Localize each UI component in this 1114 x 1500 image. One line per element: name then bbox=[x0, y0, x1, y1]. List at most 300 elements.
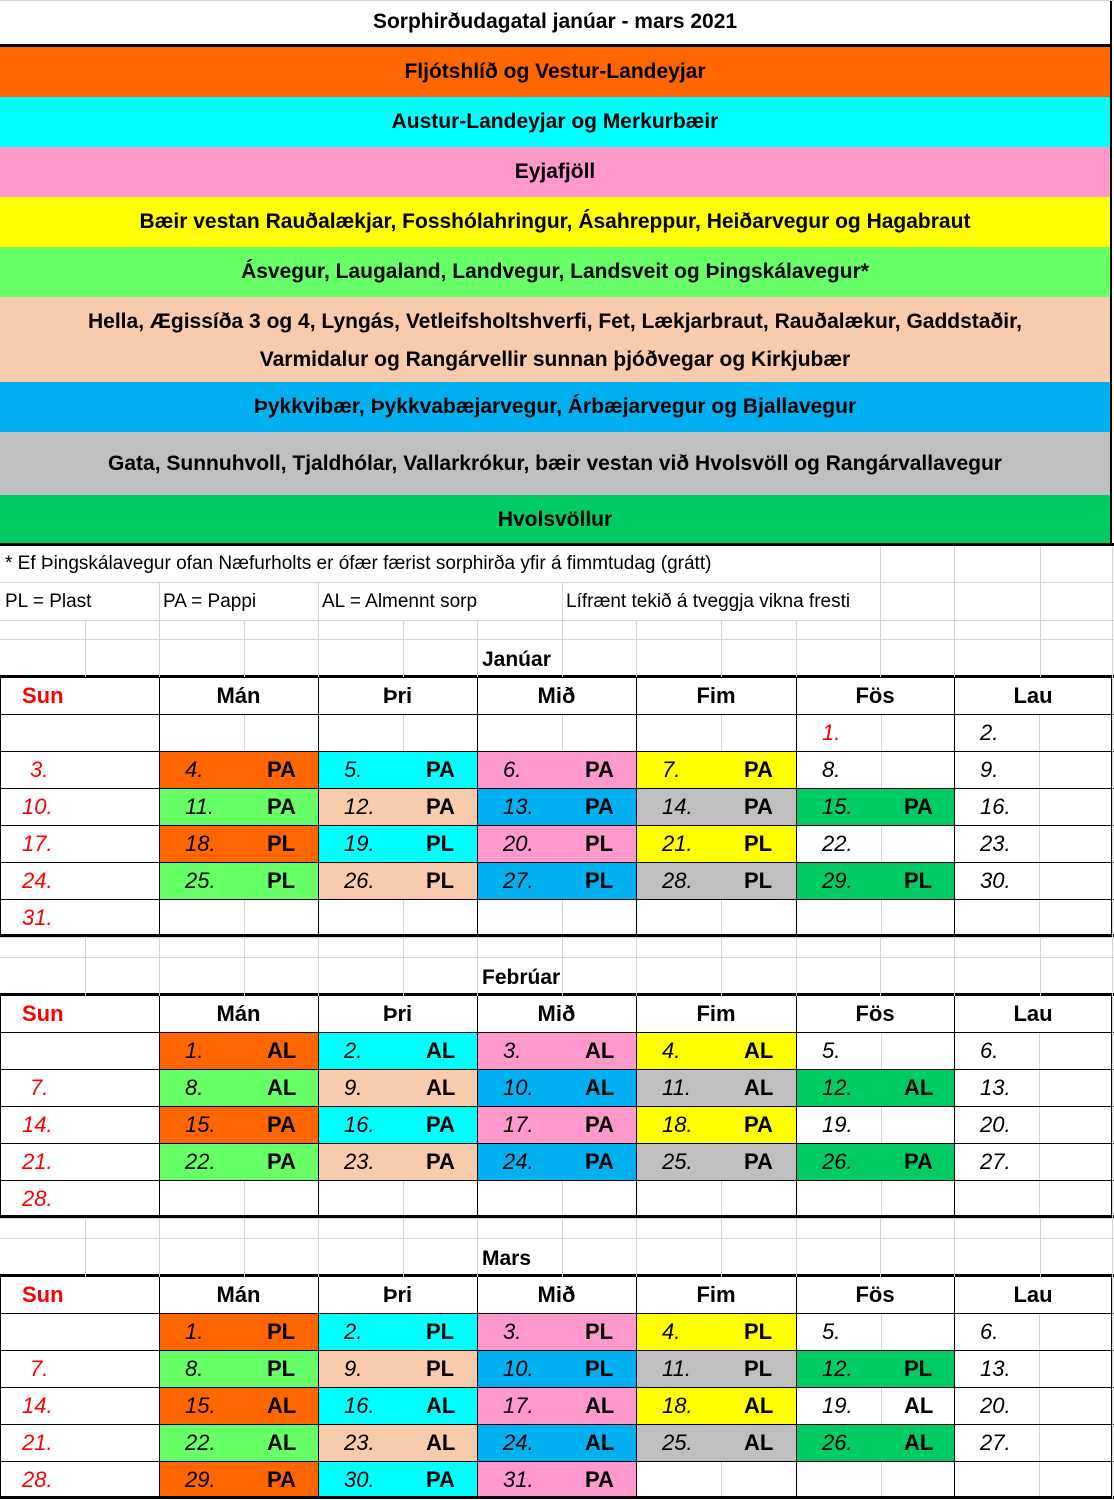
day-cell bbox=[954, 862, 1112, 899]
day-cell bbox=[796, 1424, 954, 1461]
gridline bbox=[880, 937, 881, 996]
month-title: Mars bbox=[482, 1247, 532, 1270]
collection-type: AL bbox=[585, 1429, 615, 1455]
area-label: Austur-Landeyjar og Merkurbæir bbox=[391, 110, 719, 133]
day-cell bbox=[318, 1180, 477, 1217]
table-border bbox=[0, 714, 1114, 715]
gridline bbox=[721, 1461, 722, 1498]
collection-type: PL bbox=[426, 1355, 455, 1381]
table-border bbox=[0, 1276, 1, 1498]
day-cell bbox=[159, 751, 318, 788]
gridline bbox=[159, 620, 160, 677]
area-band bbox=[0, 197, 1112, 247]
table-border bbox=[0, 1350, 1114, 1351]
day-number: 21. bbox=[662, 830, 693, 856]
gridline bbox=[0, 957, 1114, 958]
gridline bbox=[881, 751, 882, 788]
weekday-header-3: Mið bbox=[537, 682, 576, 708]
day-cell bbox=[477, 1350, 636, 1387]
collection-type: PL bbox=[426, 830, 455, 856]
table-border bbox=[318, 1276, 319, 1498]
collection-type: AL bbox=[585, 1037, 615, 1063]
gridline bbox=[1039, 1313, 1040, 1350]
day-number: 12. bbox=[822, 1355, 853, 1381]
day-number: 16. bbox=[980, 793, 1011, 819]
day-cell bbox=[159, 1032, 318, 1069]
area-label-line2: Varmidalur og Rangárvellir sunnan þjóðvegar og Kirkjubær bbox=[259, 347, 851, 371]
day-number: 28. bbox=[662, 867, 693, 893]
day-cell bbox=[954, 899, 1112, 936]
table-border bbox=[0, 675, 1114, 678]
weekday-header-2: Þri bbox=[382, 682, 413, 708]
day-cell bbox=[0, 1143, 159, 1180]
day-cell bbox=[954, 1143, 1112, 1180]
month-title: Febrúar bbox=[482, 966, 561, 989]
gridline bbox=[562, 899, 563, 936]
gridline bbox=[1112, 545, 1113, 1500]
day-number: 10. bbox=[503, 1355, 534, 1381]
day-cell bbox=[796, 1461, 954, 1498]
day-cell bbox=[477, 714, 636, 751]
day-cell bbox=[477, 1461, 636, 1498]
day-cell bbox=[0, 1106, 159, 1143]
day-cell bbox=[0, 1461, 159, 1498]
day-number: 26. bbox=[822, 1429, 853, 1455]
table-border bbox=[796, 677, 797, 936]
day-number: 31. bbox=[22, 904, 53, 930]
day-cell bbox=[477, 1143, 636, 1180]
footnote: * Ef Þingskálavegur ofan Næfurholts er ófær færist sorphirða yfir á fimmtudag (grátt) bbox=[5, 553, 712, 574]
gridline bbox=[636, 937, 637, 996]
gridline bbox=[1039, 1461, 1040, 1498]
day-cell bbox=[796, 751, 954, 788]
day-cell bbox=[954, 825, 1112, 862]
day-number: 14. bbox=[662, 793, 693, 819]
day-cell bbox=[796, 714, 954, 751]
collection-type: PL bbox=[585, 1355, 614, 1381]
day-cell bbox=[477, 1180, 636, 1217]
day-cell bbox=[796, 825, 954, 862]
gridline bbox=[1040, 620, 1041, 677]
gridline bbox=[318, 1218, 319, 1277]
gridline bbox=[1039, 1350, 1040, 1387]
day-number: 13. bbox=[503, 793, 534, 819]
day-cell bbox=[636, 751, 796, 788]
area-label: Hvolsvöllur bbox=[497, 508, 613, 531]
table-border bbox=[954, 995, 955, 1217]
collection-type: PA bbox=[585, 793, 614, 819]
day-cell bbox=[636, 862, 796, 899]
day-number: 30. bbox=[980, 867, 1011, 893]
gridline bbox=[880, 545, 881, 620]
gridline bbox=[318, 937, 319, 996]
weekday-header-2: Þri bbox=[382, 1281, 413, 1307]
day-cell bbox=[0, 862, 159, 899]
day-number: 21. bbox=[22, 1429, 53, 1455]
collection-type: PL bbox=[267, 1318, 296, 1344]
gridline bbox=[721, 1180, 722, 1217]
day-cell bbox=[318, 1032, 477, 1069]
area-band bbox=[0, 432, 1112, 495]
day-number: 29. bbox=[822, 867, 853, 893]
day-number: 6. bbox=[980, 1318, 999, 1344]
day-number: 23. bbox=[980, 830, 1011, 856]
day-number: 9. bbox=[344, 1355, 363, 1381]
collection-type: PA bbox=[744, 1148, 773, 1174]
day-cell bbox=[954, 751, 1112, 788]
day-cell bbox=[636, 1032, 796, 1069]
gridline bbox=[881, 1032, 882, 1069]
day-number: 5. bbox=[344, 756, 363, 782]
gridline bbox=[1039, 899, 1040, 936]
area-label: Gata, Sunnuhvoll, Tjaldhólar, Vallarkrókur, bæir vestan við Hvolsvöll og Rangárvallavegur bbox=[108, 451, 1002, 475]
day-number: 8. bbox=[185, 1074, 204, 1100]
calendar-title: Sorphirðudagatal janúar - mars 2021 bbox=[0, 0, 1112, 47]
gridline bbox=[477, 620, 478, 677]
gridline bbox=[881, 1180, 882, 1217]
weekday-header-3: Mið bbox=[537, 1000, 576, 1026]
day-cell bbox=[477, 751, 636, 788]
table-border bbox=[159, 1276, 160, 1498]
collection-type: PA bbox=[744, 756, 773, 782]
day-number: 7. bbox=[662, 756, 681, 782]
day-cell bbox=[477, 862, 636, 899]
day-cell bbox=[159, 714, 318, 751]
day-cell bbox=[159, 1180, 318, 1217]
gridline bbox=[636, 620, 637, 677]
day-cell bbox=[0, 899, 159, 936]
collection-type: PA bbox=[267, 1148, 296, 1174]
table-border bbox=[0, 862, 1114, 863]
day-cell bbox=[796, 1350, 954, 1387]
day-number: 23. bbox=[344, 1148, 375, 1174]
day-cell bbox=[796, 1180, 954, 1217]
gridline bbox=[954, 620, 955, 677]
day-number: 15. bbox=[822, 793, 853, 819]
day-number: 20. bbox=[503, 830, 534, 856]
table-border bbox=[0, 1032, 1114, 1033]
day-number: 5. bbox=[822, 1037, 841, 1063]
collection-type: PA bbox=[585, 1148, 614, 1174]
day-number: 28. bbox=[22, 1466, 53, 1492]
gridline bbox=[403, 620, 404, 677]
collection-type: AL bbox=[904, 1392, 934, 1418]
collection-type: AL bbox=[426, 1074, 456, 1100]
day-number: 19. bbox=[822, 1111, 853, 1137]
gridline bbox=[881, 1106, 882, 1143]
gridline bbox=[881, 1313, 882, 1350]
gridline bbox=[796, 620, 797, 677]
weekday-header-0: Sun bbox=[22, 682, 64, 708]
day-cell bbox=[159, 1387, 318, 1424]
day-cell bbox=[636, 1143, 796, 1180]
collection-type: AL bbox=[744, 1074, 774, 1100]
day-number: 9. bbox=[344, 1074, 363, 1100]
gridline bbox=[954, 545, 955, 620]
day-cell bbox=[0, 1387, 159, 1424]
day-number: 7. bbox=[30, 1074, 49, 1100]
day-number: 24. bbox=[22, 867, 53, 893]
day-number: 30. bbox=[344, 1466, 375, 1492]
day-cell bbox=[159, 862, 318, 899]
day-cell bbox=[0, 751, 159, 788]
gridline bbox=[0, 0, 1114, 1]
day-number: 27. bbox=[503, 867, 534, 893]
collection-type: PL bbox=[267, 830, 296, 856]
legend-plastic: PL = Plast bbox=[5, 591, 92, 612]
area-label: Eyjafjöll bbox=[514, 160, 596, 183]
collection-type: PL bbox=[426, 867, 455, 893]
weekday-header-0: Sun bbox=[22, 1000, 64, 1026]
day-cell bbox=[318, 1069, 477, 1106]
gridline bbox=[721, 1218, 722, 1277]
gridline bbox=[721, 714, 722, 751]
gridline bbox=[318, 582, 319, 620]
day-cell bbox=[318, 751, 477, 788]
day-number: 16. bbox=[344, 1111, 375, 1137]
collection-type: PL bbox=[744, 1318, 773, 1344]
gridline bbox=[954, 937, 955, 996]
collection-type: PL bbox=[904, 1355, 933, 1381]
day-number: 29. bbox=[185, 1466, 216, 1492]
gridline bbox=[881, 899, 882, 936]
day-cell bbox=[0, 1313, 159, 1350]
day-cell bbox=[954, 1069, 1112, 1106]
gridline bbox=[1039, 1424, 1040, 1461]
gridline bbox=[1039, 1032, 1040, 1069]
day-number: 20. bbox=[980, 1392, 1011, 1418]
day-number: 14. bbox=[22, 1111, 53, 1137]
gridline bbox=[0, 620, 1114, 621]
day-number: 19. bbox=[822, 1392, 853, 1418]
weekday-header-6: Lau bbox=[1013, 1281, 1053, 1307]
day-number: 31. bbox=[503, 1466, 534, 1492]
gridline bbox=[721, 937, 722, 996]
gridline bbox=[0, 937, 1114, 938]
weekday-header-4: Fim bbox=[696, 1281, 736, 1307]
day-cell bbox=[636, 714, 796, 751]
collection-type: AL bbox=[267, 1037, 297, 1063]
gridline bbox=[1039, 862, 1040, 899]
day-number: 3. bbox=[503, 1318, 522, 1344]
table-border bbox=[954, 677, 955, 936]
collection-type: PA bbox=[426, 793, 455, 819]
day-cell bbox=[159, 899, 318, 936]
table-border bbox=[0, 1461, 1114, 1462]
day-number: 18. bbox=[662, 1111, 693, 1137]
day-cell bbox=[318, 714, 477, 751]
day-cell bbox=[796, 788, 954, 825]
day-number: 17. bbox=[22, 830, 53, 856]
day-number: 2. bbox=[980, 719, 999, 745]
day-number: 15. bbox=[185, 1111, 216, 1137]
day-cell bbox=[477, 1313, 636, 1350]
day-cell bbox=[0, 714, 159, 751]
day-cell bbox=[477, 1032, 636, 1069]
gridline bbox=[1040, 545, 1041, 620]
day-number: 18. bbox=[662, 1392, 693, 1418]
day-number: 3. bbox=[503, 1037, 522, 1063]
table-border bbox=[477, 995, 478, 1217]
table-border bbox=[318, 995, 319, 1217]
month-title: Janúar bbox=[482, 648, 551, 671]
gridline bbox=[1039, 825, 1040, 862]
collection-type: AL bbox=[744, 1037, 774, 1063]
collection-type: AL bbox=[585, 1074, 615, 1100]
collection-type: PL bbox=[267, 867, 296, 893]
day-number: 25. bbox=[185, 867, 216, 893]
gridline bbox=[721, 899, 722, 936]
day-number: 7. bbox=[30, 1355, 49, 1381]
collection-type: PA bbox=[267, 793, 296, 819]
collection-type: PL bbox=[585, 1318, 614, 1344]
gridline bbox=[0, 1218, 1114, 1219]
gridline bbox=[403, 937, 404, 996]
gridline bbox=[796, 937, 797, 996]
table-border bbox=[0, 825, 1114, 826]
table-border bbox=[0, 995, 1, 1217]
day-cell bbox=[159, 1106, 318, 1143]
table-border bbox=[0, 1106, 1114, 1107]
area-band bbox=[0, 47, 1112, 97]
collection-type: PA bbox=[426, 756, 455, 782]
gridline bbox=[1040, 937, 1041, 996]
collection-type: AL bbox=[267, 1392, 297, 1418]
day-cell bbox=[159, 1424, 318, 1461]
area-band bbox=[0, 382, 1112, 432]
day-number: 1. bbox=[185, 1037, 204, 1063]
gridline bbox=[244, 1218, 245, 1277]
day-cell bbox=[318, 1106, 477, 1143]
day-cell bbox=[796, 1032, 954, 1069]
day-number: 16. bbox=[344, 1392, 375, 1418]
area-band bbox=[0, 247, 1112, 297]
gridline bbox=[1039, 1180, 1040, 1217]
day-number: 6. bbox=[980, 1037, 999, 1063]
day-cell bbox=[318, 1350, 477, 1387]
weekday-header-6: Lau bbox=[1013, 1000, 1053, 1026]
day-number: 27. bbox=[980, 1429, 1011, 1455]
collection-type: PL bbox=[904, 867, 933, 893]
gridline bbox=[1039, 788, 1040, 825]
day-cell bbox=[477, 1069, 636, 1106]
gridline bbox=[1039, 714, 1040, 751]
table-border bbox=[0, 788, 1114, 789]
day-cell bbox=[954, 1032, 1112, 1069]
gridline bbox=[1039, 1387, 1040, 1424]
day-cell bbox=[477, 825, 636, 862]
day-cell bbox=[318, 1461, 477, 1498]
collection-type: AL bbox=[585, 1392, 615, 1418]
day-cell bbox=[477, 1424, 636, 1461]
day-cell bbox=[0, 1069, 159, 1106]
day-number: 28. bbox=[22, 1185, 53, 1211]
day-number: 8. bbox=[185, 1355, 204, 1381]
day-cell bbox=[477, 899, 636, 936]
day-cell bbox=[954, 1313, 1112, 1350]
area-label: Fljótshlíð og Vestur-Landeyjar bbox=[404, 60, 706, 83]
day-number: 3. bbox=[30, 756, 49, 782]
day-cell bbox=[477, 1106, 636, 1143]
weekday-header-5: Fös bbox=[855, 682, 895, 708]
gridline bbox=[562, 714, 563, 751]
table-border bbox=[0, 1496, 1114, 1499]
day-number: 22. bbox=[185, 1148, 216, 1174]
day-number: 26. bbox=[344, 867, 375, 893]
day-cell bbox=[954, 1180, 1112, 1217]
day-number: 19. bbox=[344, 830, 375, 856]
weekday-header-1: Mán bbox=[216, 1281, 261, 1307]
day-cell bbox=[636, 825, 796, 862]
day-cell bbox=[159, 1461, 318, 1498]
day-cell bbox=[318, 1313, 477, 1350]
gridline bbox=[403, 899, 404, 936]
table-border bbox=[0, 1424, 1114, 1425]
area-label: Ásvegur, Laugaland, Landvegur, Landsveit og Þingskálavegur* bbox=[241, 260, 869, 283]
day-cell bbox=[796, 1143, 954, 1180]
area-label: Hella, Ægissíða 3 og 4, Lyngás, Vetleifsholtshverfi, Fet, Lækjarbraut, Rauðalækur, Gaddstaðir, bbox=[88, 309, 1022, 333]
day-cell bbox=[636, 1350, 796, 1387]
collection-type: AL bbox=[426, 1392, 456, 1418]
collection-type: PA bbox=[585, 756, 614, 782]
table-border bbox=[159, 677, 160, 936]
legend-paper: PA = Pappi bbox=[163, 591, 257, 612]
day-cell bbox=[636, 1461, 796, 1498]
day-number: 21. bbox=[22, 1148, 53, 1174]
day-number: 24. bbox=[503, 1429, 534, 1455]
table-border bbox=[477, 1276, 478, 1498]
weekday-header-6: Lau bbox=[1013, 682, 1053, 708]
day-number: 2. bbox=[344, 1318, 363, 1344]
table-border bbox=[0, 1180, 1114, 1181]
collection-type: PL bbox=[267, 1355, 296, 1381]
collection-type: PA bbox=[267, 1111, 296, 1137]
day-number: 5. bbox=[822, 1318, 841, 1344]
day-number: 17. bbox=[503, 1392, 534, 1418]
table-border bbox=[796, 995, 797, 1217]
collection-type: AL bbox=[904, 1429, 934, 1455]
table-border bbox=[0, 1069, 1114, 1070]
gridline bbox=[880, 1218, 881, 1277]
collection-type: AL bbox=[744, 1429, 774, 1455]
day-cell bbox=[636, 1106, 796, 1143]
collection-type: PA bbox=[904, 1148, 933, 1174]
divider bbox=[0, 543, 1114, 546]
gridline bbox=[1040, 1218, 1041, 1277]
area-label: Bæir vestan Rauðalækjar, Fosshólahringur, Ásahreppur, Heiðarvegur og Hagabraut bbox=[139, 210, 971, 233]
collection-type: PA bbox=[426, 1466, 455, 1492]
day-cell bbox=[636, 1313, 796, 1350]
day-cell bbox=[318, 862, 477, 899]
day-number: 10. bbox=[503, 1074, 534, 1100]
legend-general-waste: AL = Almennt sorp bbox=[322, 591, 478, 612]
day-number: 14. bbox=[22, 1392, 53, 1418]
day-number: 22. bbox=[822, 830, 853, 856]
collection-type: AL bbox=[267, 1429, 297, 1455]
gridline bbox=[244, 1180, 245, 1217]
collection-type: AL bbox=[744, 1392, 774, 1418]
collection-type: PA bbox=[904, 793, 933, 819]
weekday-header-0: Sun bbox=[22, 1281, 64, 1307]
table-border bbox=[0, 899, 1114, 900]
gridline bbox=[562, 582, 563, 620]
collection-type: PA bbox=[744, 1111, 773, 1137]
gridline bbox=[0, 1238, 1114, 1239]
day-number: 11. bbox=[662, 1074, 691, 1100]
collection-type: PA bbox=[426, 1148, 455, 1174]
gridline bbox=[636, 1218, 637, 1277]
gridline bbox=[244, 714, 245, 751]
